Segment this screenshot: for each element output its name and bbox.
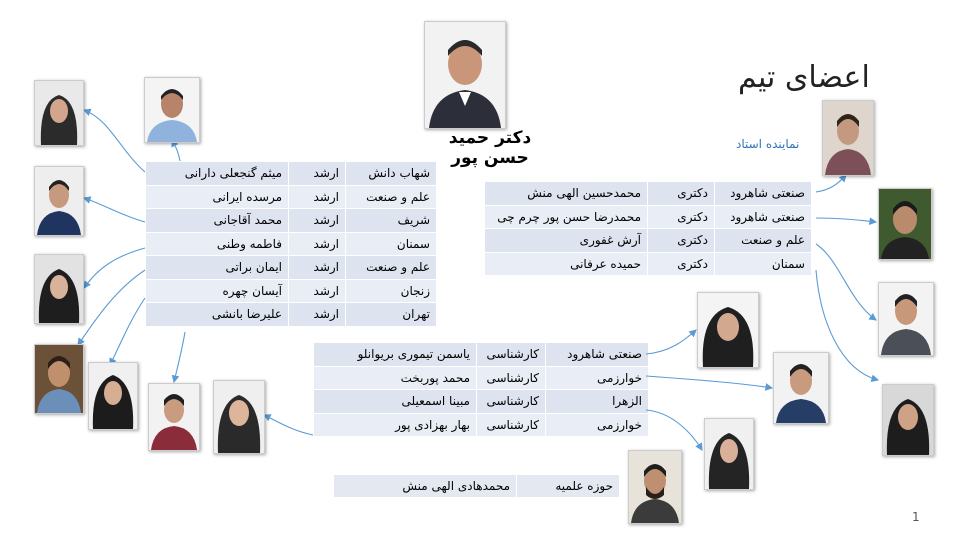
- member-photo: [213, 380, 265, 454]
- member-photo: [148, 383, 200, 451]
- member-photo: [144, 77, 200, 143]
- representative-label: نماینده استاد: [736, 137, 800, 151]
- table-row: علم و صنعت ارشد ایمان براتی: [146, 256, 436, 279]
- member-photo: [878, 282, 934, 356]
- arrow: [84, 248, 145, 288]
- lead-name: دکتر حمید حسن پور: [448, 128, 532, 168]
- lead-photo: [424, 21, 506, 129]
- table-row: صنعتی شاهرود دکتری محمدرضا حسن پور چرم چی: [485, 206, 811, 229]
- arrow: [646, 376, 772, 388]
- member-photo: [697, 292, 759, 368]
- table-row: خوارزمی کارشناسی بهار بهزادی پور: [314, 414, 648, 437]
- arrow: [816, 244, 876, 320]
- slide-title: اعضای تیم: [738, 60, 870, 95]
- member-photo: [773, 352, 829, 424]
- arrow: [816, 218, 876, 222]
- arrow: [174, 332, 185, 382]
- arrow: [646, 410, 702, 450]
- table-row: علم و صنعت ارشد مرسده ایرانی: [146, 186, 436, 209]
- member-photo: [34, 80, 84, 146]
- table-row: تهران ارشد علیرضا بانشی: [146, 303, 436, 326]
- arrow: [264, 415, 313, 435]
- table-row: الزهرا کارشناسی مبینا اسمعیلی: [314, 390, 648, 413]
- member-photo: [878, 188, 932, 260]
- arrow: [78, 270, 145, 345]
- member-photo: [882, 384, 934, 456]
- member-photo: [704, 418, 754, 490]
- arrow: [84, 110, 145, 172]
- seminary-table: [333, 474, 620, 498]
- arrow: [172, 140, 180, 161]
- table-row: سمنان دکتری حمیده عرفانی: [485, 253, 811, 276]
- table-row: زنجان ارشد آیسان چهره: [146, 280, 436, 303]
- bachelor-table: [313, 342, 649, 437]
- member-photo: [34, 344, 84, 414]
- table-row: شریف ارشد محمد آقاجانی: [146, 209, 436, 232]
- table-row: حوزه علمیه محمدهادی الهی منش: [334, 475, 619, 497]
- arrow: [84, 198, 145, 222]
- masters-table: [145, 161, 437, 327]
- table-row: شهاب دانش ارشد میثم گنجعلی دارانی: [146, 162, 436, 185]
- arrow: [646, 330, 696, 354]
- slide-number: 1: [912, 510, 920, 524]
- phd-table: [484, 181, 812, 276]
- table-row: خوارزمی کارشناسی محمد پوربخت: [314, 367, 648, 390]
- member-photo: [34, 254, 84, 324]
- member-photo: [34, 166, 84, 236]
- table-row: صنعتی شاهرود کارشناسی یاسمن تیموری بریوانلو: [314, 343, 648, 366]
- member-photo: [88, 362, 138, 430]
- member-photo: [628, 450, 682, 524]
- member-photo: [822, 100, 874, 176]
- table-row: سمنان ارشد فاطمه وطنی: [146, 233, 436, 256]
- arrow: [110, 298, 145, 365]
- table-row: علم و صنعت دکتری آرش غفوری: [485, 229, 811, 252]
- arrow: [816, 175, 846, 192]
- table-row: صنعتی شاهرود دکتری محمدحسین الهی منش: [485, 182, 811, 205]
